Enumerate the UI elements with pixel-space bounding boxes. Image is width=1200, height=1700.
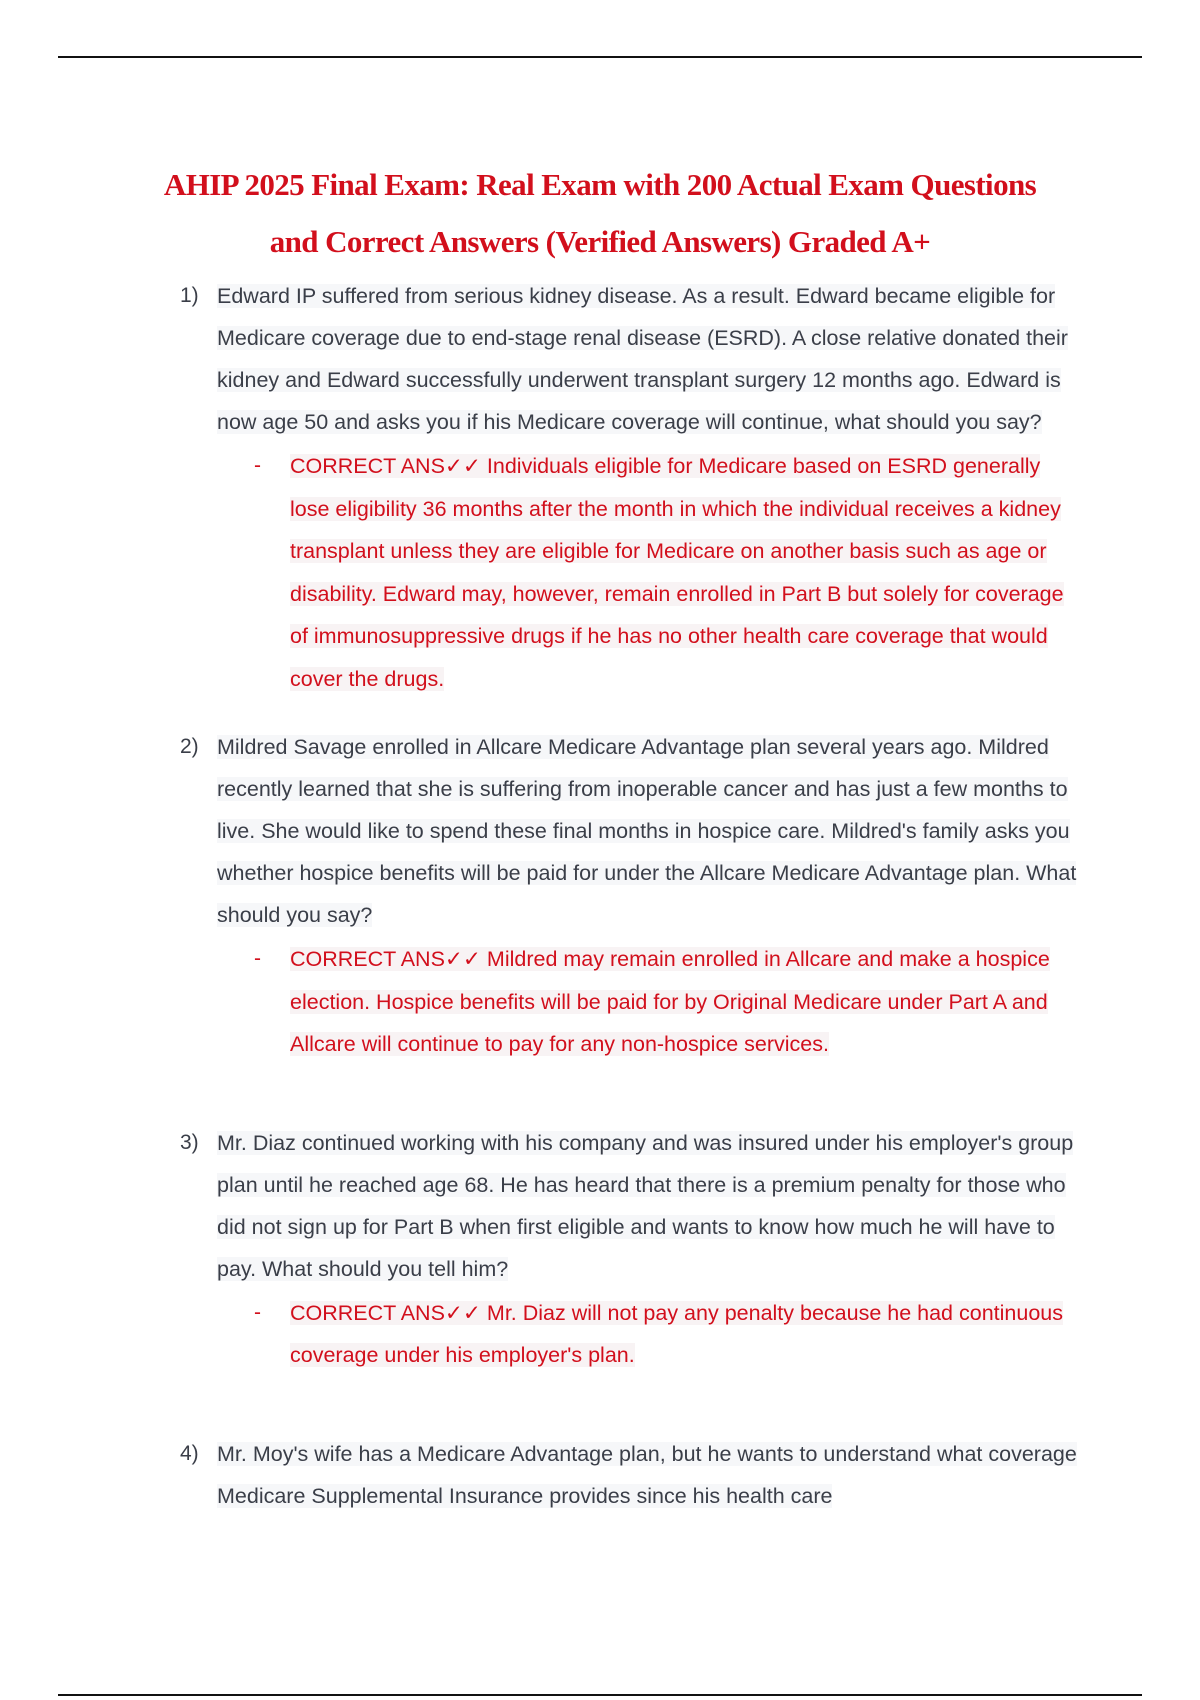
question-text: Edward IP suffered from serious kidney disease. As a result. Edward became eligible for Medicare coverage due to end-stage renal disease (ESRD). A close relative donated their kidney and Edward successfully underwent transplant surgery 12 months ago. Edward is now age 50 and asks you if his Medicare coverage will continue, what should you say?	[217, 284, 1068, 434]
question-item	[0, 726, 1200, 1066]
question-number: 3)	[180, 1130, 199, 1154]
answer-bullet: -	[254, 947, 261, 970]
answer-block	[217, 1292, 1082, 1377]
document-title: AHIP 2025 Final Exam: Real Exam with 200 Actual Exam Questions and Correct Answers (Verified Answers) Graded A+	[163, 166, 1037, 259]
bottom-rule	[58, 1694, 1142, 1696]
question-item	[0, 1122, 1200, 1377]
question-number: 4)	[180, 1441, 199, 1465]
answer-block	[217, 445, 1082, 700]
question-number: 2)	[180, 735, 199, 758]
question-text: Mr. Moy's wife has a Medicare Advantage plan, but he wants to understand what coverage Medicare Supplemental Insurance provides since his health care	[217, 1441, 1077, 1508]
question-list	[0, 275, 1200, 1517]
answer-bullet: -	[254, 454, 261, 477]
question-text: Mr. Diaz continued working with his company and was insured under his employer's group plan until he reached age 68. He has heard that there is a premium penalty for those who did not sign up for Part B when first eligible and wants to know how much he will have to pay. What should you tell him?	[217, 1130, 1074, 1281]
answer-text: CORRECT ANS✓✓ Mr. Diaz will not pay any penalty because he had continuous coverage under his employer's plan.	[290, 1300, 1063, 1367]
answer-block	[217, 938, 1082, 1066]
answer-bullet: -	[254, 1300, 261, 1324]
question-item	[0, 275, 1200, 700]
question-number: 1)	[180, 284, 199, 307]
question-text: Mildred Savage enrolled in Allcare Medicare Advantage plan several years ago. Mildred recently learned that she is suffering from inoperable cancer and has just a few months to live. She would like to spend these final months in hospice care. Mildred's family asks you whether hospice benefits will be paid for under the Allcare Medicare Advantage plan. What should you say?	[217, 735, 1077, 927]
question-item	[0, 1433, 1200, 1517]
top-rule	[58, 56, 1142, 58]
answer-text: CORRECT ANS✓✓ Individuals eligible for Medicare based on ESRD generally lose eligibility 36 months after the month in which the individual receives a kidney transplant unless they are eligible for Medicare on another basis such as age or disability. Edward may, however, remain enrolled in Part B but solely for coverage of immunosuppressive drugs if he has no other health care coverage that would cover the drugs.	[290, 454, 1064, 691]
answer-text: CORRECT ANS✓✓ Mildred may remain enrolled in Allcare and make a hospice election. Hospice benefits will be paid for by Original Medicare under Part A and Allcare will continue to pay for any non-hospice services.	[290, 947, 1050, 1056]
